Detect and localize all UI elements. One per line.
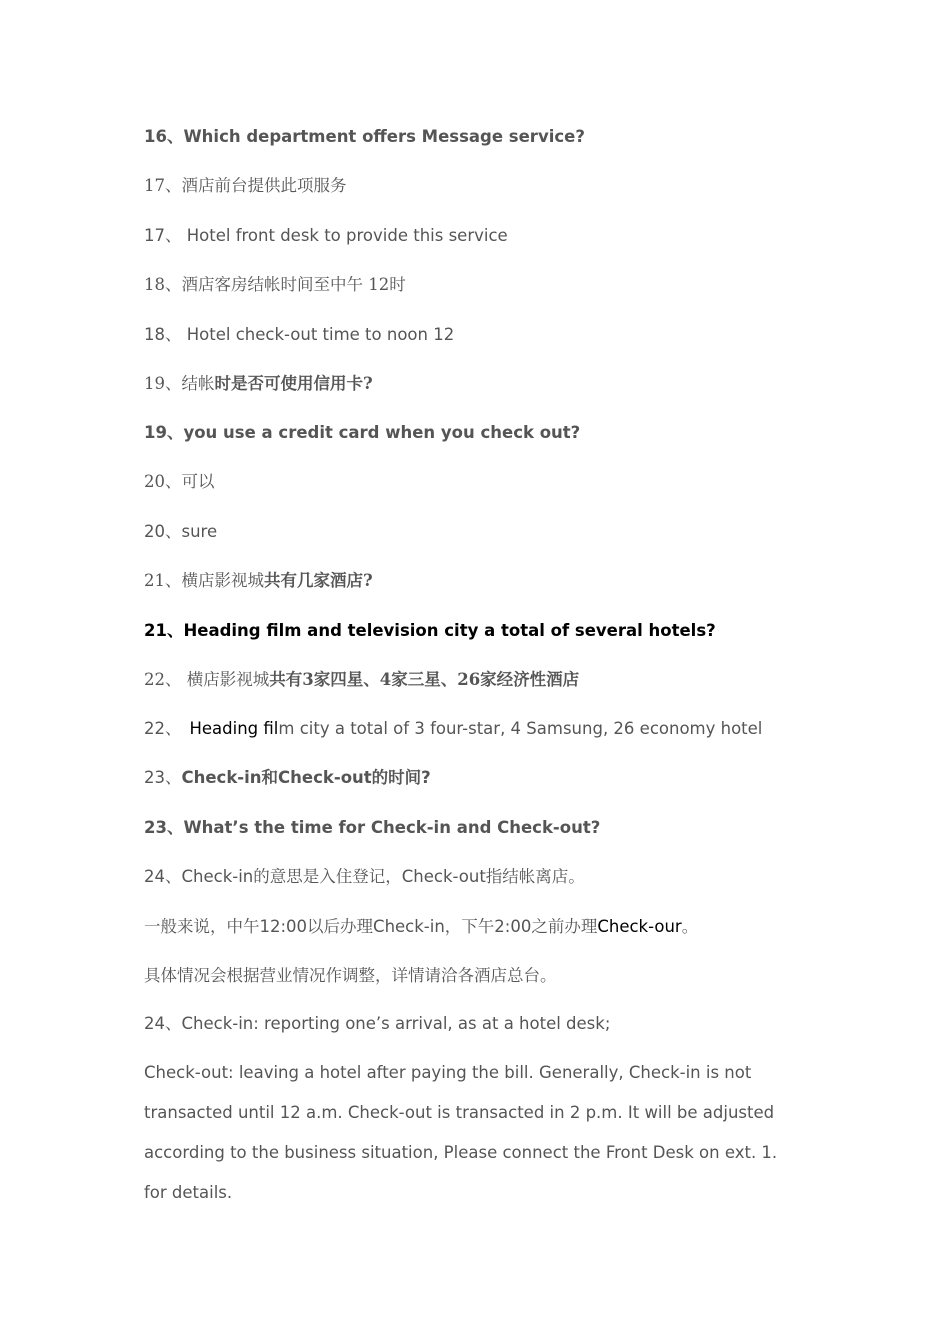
answer-24-cn-line2-end: 。 xyxy=(681,917,699,936)
answer-24-cn-line3: 具体情况会根据营业情况作调整，详情请洽各酒店总台。 xyxy=(144,966,557,985)
answer-22-cn-bold: 共有3家四星、4家三星、26家经济性酒店 xyxy=(269,670,580,689)
answer-24-en-line3: transacted until 12 a.m. Check-out is transacted in 2 p.m. It will be adjusted xyxy=(144,1103,775,1122)
answer-22-en-black: Heading fil xyxy=(189,719,279,738)
answer-18-en: 18、 Hotel check-out time to noon 12 xyxy=(144,325,455,344)
answer-24-cn-line2-black: Check-our xyxy=(597,917,682,936)
question-21-cn-bold: 共有几家酒店? xyxy=(264,571,373,590)
answer-24-cn-line2 xyxy=(144,916,698,938)
question-21-en: 21、Heading film and television city a total of several hotels? xyxy=(144,621,716,640)
answer-24-cn-line1: 24、Check-in的意思是入住登记，Check-out指结帐离店。 xyxy=(144,867,585,886)
answer-17-cn: 17、酒店前台提供此项服务 xyxy=(144,176,347,195)
answer-22-cn xyxy=(144,669,579,691)
answer-18-cn: 18、酒店客房结帐时间至中午 12时 xyxy=(144,275,406,294)
question-21-cn xyxy=(144,570,373,592)
answer-17-en: 17、 Hotel front desk to provide this service xyxy=(144,226,508,245)
question-23-cn xyxy=(144,767,431,789)
question-23-cn-bold: Check-in和Check-out的时间? xyxy=(181,768,431,787)
question-19-cn xyxy=(144,373,373,395)
answer-22-en xyxy=(144,718,762,740)
question-19-cn-bold: 时是否可使用信用卡? xyxy=(214,374,373,393)
answer-22-en-rest: m city a total of 3 four-star, 4 Samsung, 26 economy hotel xyxy=(278,719,763,738)
answer-24-en-line2: Check-out: leaving a hotel after paying the bill. Generally, Check-in is not xyxy=(144,1063,752,1082)
answer-20-en: 20、sure xyxy=(144,522,218,541)
answer-24-en-line4: according to the business situation, Please connect the Front Desk on ext. 1. xyxy=(144,1143,778,1162)
answer-24-en-line1: 24、Check-in: reporting one’s arrival, as at a hotel desk; xyxy=(144,1014,611,1033)
answer-22-en-number: 22、 xyxy=(144,719,182,738)
answer-24-en-line5: for details. xyxy=(144,1183,233,1202)
question-21-cn-prefix: 21、横店影视城 xyxy=(144,571,264,590)
answer-22-cn-prefix: 22、 横店影视城 xyxy=(144,670,270,689)
question-23-cn-number: 23、 xyxy=(144,768,182,787)
question-23-en: 23、What’s the time for Check-in and Check-out? xyxy=(144,818,601,837)
answer-24-cn-line2-text: 一般来说，中午12:00以后办理Check-in，下午2:00之前办理 xyxy=(144,917,598,936)
answer-20-cn: 20、可以 xyxy=(144,472,215,491)
question-19-en: 19、you use a credit card when you check out? xyxy=(144,423,581,442)
question-16: 16、Which department offers Message service? xyxy=(144,127,585,146)
question-19-cn-prefix: 19、结帐 xyxy=(144,374,215,393)
